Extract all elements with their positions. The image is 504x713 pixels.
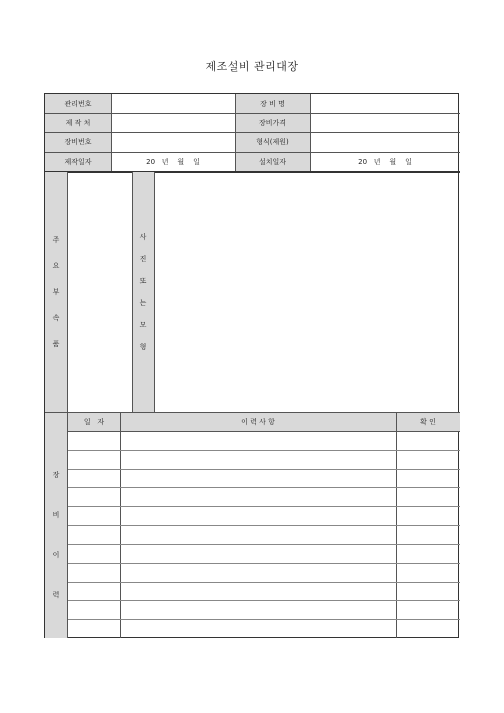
grid-line — [45, 113, 460, 114]
parts-label: 주 요 부 속 품 — [52, 236, 60, 348]
history-col-details: 이 력 사 항 — [241, 418, 275, 426]
info-label-install-date: 설치일자 — [258, 157, 287, 166]
table-row[interactable] — [68, 620, 460, 638]
table-row[interactable] — [68, 583, 460, 601]
document-title: 제조설비 관리대장 — [205, 60, 299, 73]
grid-line — [310, 94, 311, 171]
table-row[interactable] — [68, 526, 460, 544]
info-value-equipment-no[interactable] — [111, 132, 235, 152]
table-row[interactable] — [68, 564, 460, 582]
info-value-manufacture-date[interactable]: 20 년 월 일 — [146, 157, 200, 166]
grid-line — [45, 132, 460, 133]
table-row[interactable] — [68, 432, 460, 450]
info-value-install-date[interactable]: 20 년 월 일 — [358, 157, 412, 166]
equipment-register-form — [44, 93, 459, 638]
grid-line — [45, 152, 460, 153]
table-row[interactable] — [68, 545, 460, 563]
info-value-manufacturer[interactable] — [111, 113, 235, 132]
info-value-equipment-name[interactable] — [310, 94, 460, 113]
grid-line — [235, 94, 236, 171]
table-row[interactable] — [68, 507, 460, 525]
table-row[interactable] — [68, 451, 460, 469]
parts-list-area[interactable] — [68, 172, 132, 412]
grid-line — [132, 172, 133, 412]
info-label-manufacture-date: 제작일자 — [64, 157, 92, 166]
table-row[interactable] — [68, 601, 460, 619]
info-label-equipment-name: 장 비 명 — [260, 99, 285, 108]
info-value-model-spec[interactable] — [310, 132, 460, 152]
grid-line — [111, 94, 112, 171]
info-value-management-no[interactable] — [111, 94, 235, 113]
history-label: 장 비 이 력 — [52, 470, 60, 599]
history-col-date: 일 자 — [83, 418, 105, 426]
info-label-equipment-no: 장비번호 — [64, 138, 92, 146]
photo-label: 사 진 또 는 모 형 — [139, 233, 147, 351]
info-label-management-no: 관리번호 — [64, 99, 92, 108]
info-label-model-spec: 형식(제원) — [256, 138, 289, 146]
info-label-manufacturer: 제 작 처 — [65, 118, 91, 127]
photo-area[interactable] — [155, 172, 460, 412]
info-label-equipment-price: 장비가격 — [258, 118, 287, 127]
history-col-confirm: 확 인 — [420, 418, 436, 426]
info-value-equipment-price[interactable] — [310, 113, 460, 132]
table-row[interactable] — [68, 488, 460, 506]
table-row[interactable] — [68, 470, 460, 488]
